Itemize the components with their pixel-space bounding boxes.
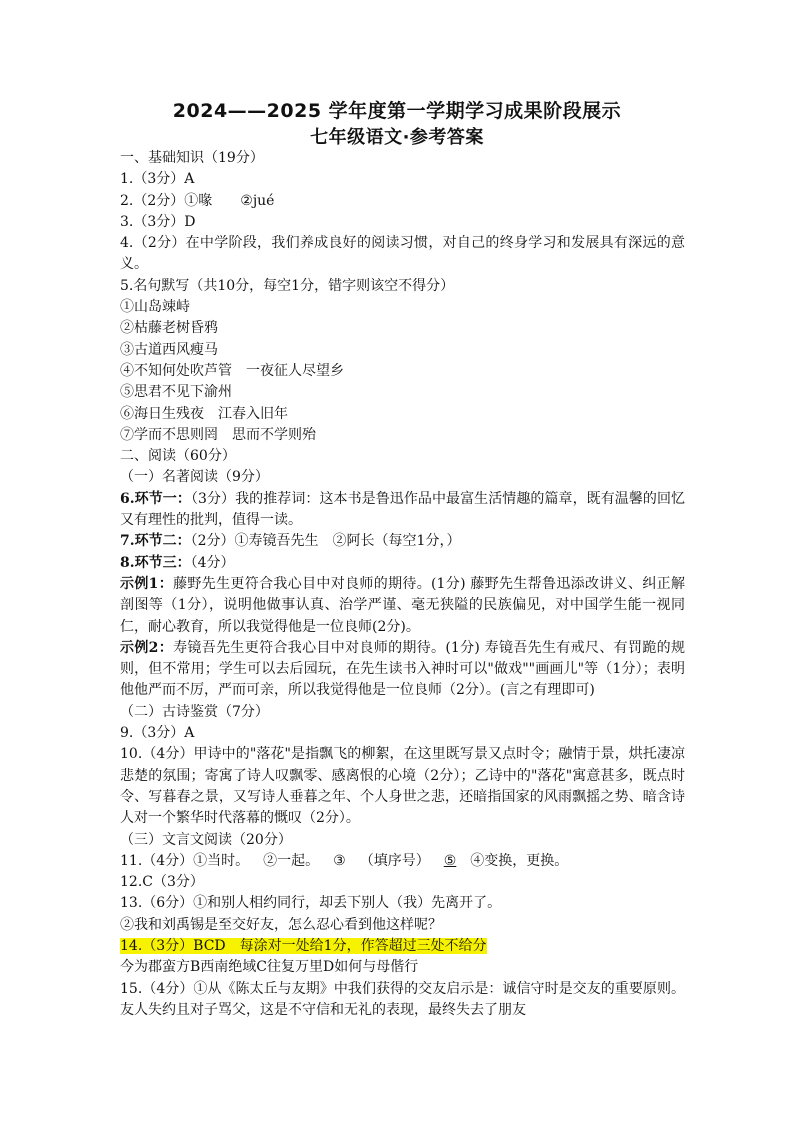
example1-label: 示例1： (120, 575, 174, 592)
section-heading-reading: 二、阅读（60分） (120, 448, 236, 465)
answer-q11-part2: ②一起。 (263, 852, 320, 869)
answer-q14 (120, 936, 685, 957)
example2-label: 示例2： (120, 639, 174, 656)
answer-q5-item: ⑦学而不思则罔 思而不学则殆 (120, 426, 316, 443)
subsection-heading-classical-chinese: （三）文言文阅读（20分） (120, 831, 292, 848)
answer-q11-part3: ③ (333, 852, 346, 869)
answer-q6 (120, 489, 685, 532)
answer-q11-part5: ⑤ (443, 852, 457, 869)
answer-q15: 15.（4分）①从《陈太丘与友期》中我们获得的交友启示是：诚信守时是交友的重要原则。友人失约且对子骂父，这是不守信和无礼的表现，最终失去了朋友 (120, 980, 685, 1018)
answer-q11-part1: 11.（4分）①当时。 (120, 852, 250, 869)
answer-q2-part2: ②jué (240, 192, 275, 209)
subsection-heading-poetry: （二）古诗鉴赏（7分） (120, 703, 269, 720)
answer-q14-highlight: 14.（3分）BCD 每涂对一处给1分，作答超过三处不给分 (120, 937, 487, 954)
answer-q2 (120, 191, 685, 212)
answer-q8-example1 (120, 574, 685, 638)
answer-q8 (120, 553, 685, 574)
answer-q5-item: ⑤思君不见下渝州 (120, 384, 232, 401)
answer-q12: 12.C（3分） (120, 874, 204, 891)
answer-q7-label: 7.环节二： (120, 533, 191, 550)
answer-q8-label: 8.环节三： (120, 554, 191, 571)
answer-q2-part1: 2.（2分）①喙 (120, 192, 213, 209)
answer-q9: 9.（3分）A (120, 725, 195, 742)
example2-text: 寿镜吾先生更符合我心目中对良师的期待。(1分) 寿镜吾先生有戒尺、有罚跪的规则，但不常用；学生可以去后园玩，在先生读书入神时可以"做戏""画画儿"等（1分）；表明他他严而不厉，严而可亲，所以我觉得他是一位良师（2分）。(言之有理即可) (120, 639, 685, 699)
answer-q6-label: 6.环节一： (120, 490, 191, 507)
answer-q6-text: （3分）我的推荐词：这本书是鲁迅作品中最富生活情趣的篇章，既有温馨的回忆又有理性的批判，值得一读。 (120, 490, 686, 529)
answer-q5-item: ①山岛竦峙 (120, 299, 190, 316)
answer-q11-part6: ④变换，更换。 (470, 852, 569, 869)
answer-q13-part2: ②我和刘禹锡是至交好友，怎么忍心看到他这样呢？ (120, 916, 442, 933)
answer-q8-example2 (120, 638, 685, 702)
answer-q7 (120, 531, 685, 552)
section-heading-basics: 一、基础知识（19分） (120, 150, 264, 166)
answer-q5-item: ②枯藤老树昏鸦 (120, 320, 218, 337)
answer-q13-part1: 13.（6分）①和别人相约同行，却丢下别人（我）先离开了。 (120, 895, 502, 912)
answer-q7-text: （2分）①寿镜吾先生 ②阿长（每空1分，） (190, 533, 461, 550)
answer-q5-heading: 5.名句默写（共10分，每空1分，错字则该空不得分） (120, 277, 455, 294)
answer-q11-part4: （填序号） (359, 852, 430, 869)
example1-text: 藤野先生更符合我心目中对良师的期待。(1分) 藤野先生帮鲁迅添改讲义、纠正解剖图等（1分），说明他做事认真、治学严谨、毫无狭隘的民族偏见，对中国学生能一视同仁，耐心教育，所以我觉得他是一位良师(2分)。 (120, 575, 685, 635)
document-title: 2024——2025 学年度第一学期学习成果阶段展示 (172, 100, 622, 122)
answer-q5-item: ④不知何处吹芦管 一夜征人尽望乡 (120, 362, 344, 379)
answer-q11 (120, 851, 685, 872)
answer-content (120, 148, 685, 1021)
answer-q8-text: （4分） (190, 554, 235, 571)
answer-q1: 1.（3分）A (120, 171, 195, 188)
answer-q10: 10.（4分）甲诗中的"落花"是指飘飞的柳絮，在这里既写景又点时令；融情于景，烘托凄凉悲楚的氛围；寄寓了诗人叹飘零、感离恨的心境（2分）；乙诗中的"落花"寓意甚多，既点时令、写暮春之景，又写诗人垂暮之年、个人身世之悲，还暗指国家的风雨飘摇之势、暗含诗人对一个繁华时代落幕的慨叹（2分）。 (120, 746, 685, 827)
answer-q14-breakdown: 今为郡蛮方B西南绝域C往复万里D如何与母偕行 (120, 959, 419, 976)
answer-q3: 3.（3分）D (120, 213, 196, 230)
answer-q5-item: ⑥海日生残夜 江春入旧年 (120, 405, 288, 422)
answer-q4: 4.（2分）在中学阶段，我们养成良好的阅读习惯，对自己的终身学习和发展具有深远的意义。 (120, 235, 685, 273)
answer-q5-item: ③古道西风瘦马 (120, 341, 218, 358)
subsection-heading-classics: （一）名著阅读（9分） (120, 469, 269, 486)
document-subtitle: 七年级语文·参考答案 (310, 127, 484, 148)
